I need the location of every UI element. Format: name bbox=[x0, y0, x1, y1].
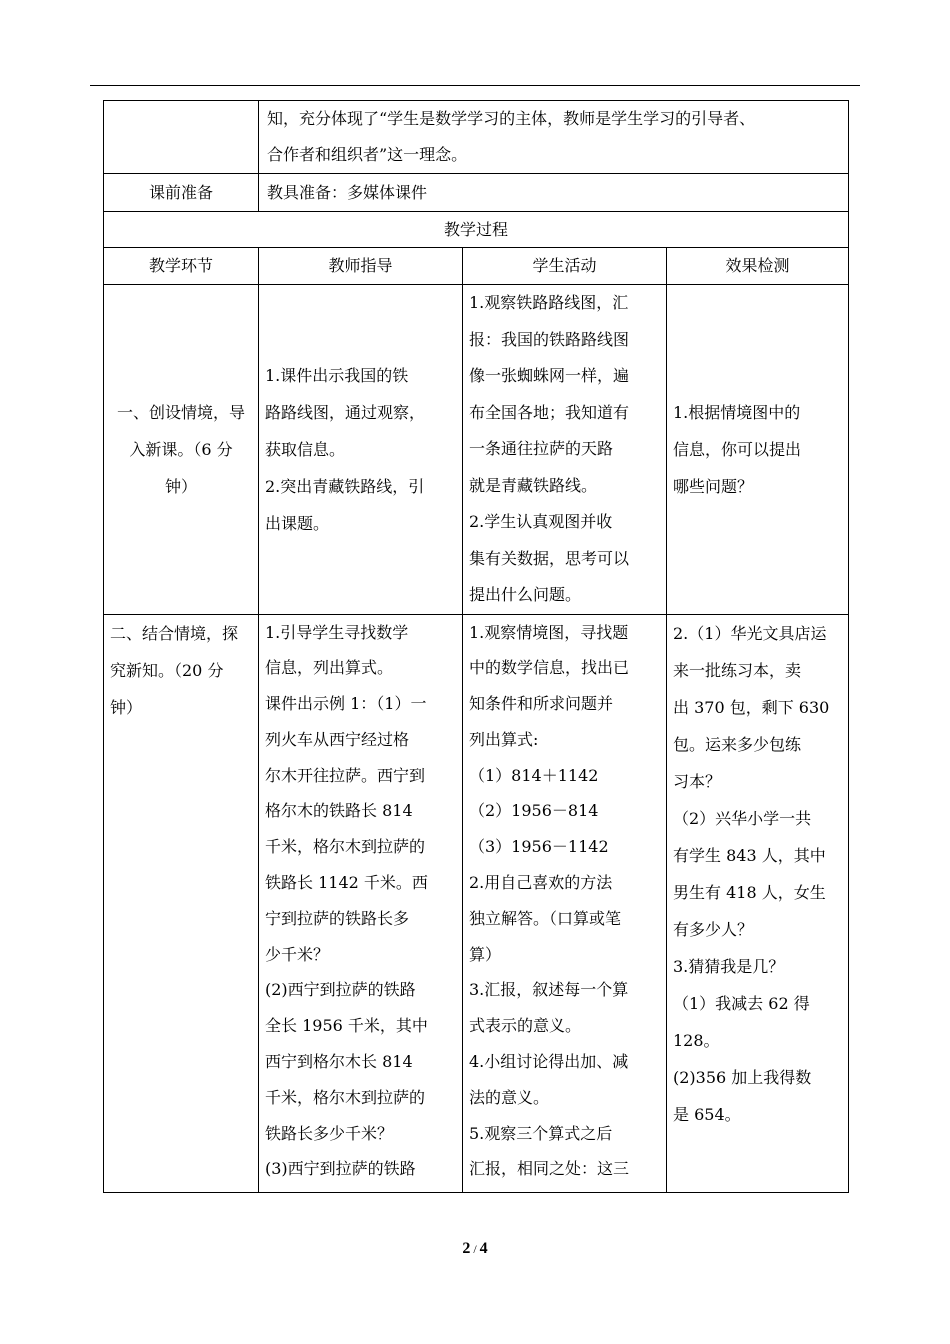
check-cell bbox=[667, 614, 849, 1192]
cell-line: （2）兴华小学一共 bbox=[673, 808, 812, 828]
cell-line: 式表示的意义。 bbox=[469, 1016, 582, 1036]
intro-row bbox=[104, 101, 849, 174]
cell-line: (3)西宁到拉萨的铁路 bbox=[265, 1159, 416, 1179]
cell-line: 习本？ bbox=[673, 771, 722, 791]
cell-line: 路路线图，通过观察， bbox=[265, 402, 426, 422]
cell-line: 课件出示例 1：（1）一 bbox=[265, 694, 427, 714]
cell-line: 2.用自己喜欢的方法 bbox=[469, 873, 613, 893]
cell-line: (2)356 加上我得数 bbox=[673, 1067, 812, 1087]
cell-line: 独立解答。（口算或笔 bbox=[469, 908, 622, 928]
cell-line: 3.汇报，叙述每一个算 bbox=[469, 980, 629, 1000]
cell-line: 究新知。（20 分 bbox=[110, 660, 224, 680]
cell-line: 知条件和所求问题并 bbox=[469, 694, 614, 714]
column-header-check: 效果检测 bbox=[667, 248, 849, 285]
stage-cell bbox=[104, 285, 259, 615]
student-cell bbox=[463, 614, 667, 1192]
process-title-row bbox=[104, 212, 849, 248]
lesson-plan-table bbox=[103, 100, 849, 1193]
cell-line: 二、结合情境，探 bbox=[110, 623, 239, 643]
cell-line: 千米，格尔木到拉萨的 bbox=[265, 1087, 426, 1107]
cell-line: 2.学生认真观图并收 bbox=[469, 512, 613, 531]
column-header-teacher: 教师指导 bbox=[259, 248, 463, 285]
cell-line: 算） bbox=[469, 944, 502, 964]
cell-line: 有多少人？ bbox=[673, 919, 754, 939]
cell-line: 入新课。（6 分 bbox=[129, 439, 233, 459]
cell-line: （1）814＋1142 bbox=[469, 765, 599, 785]
prep-label: 课前准备 bbox=[104, 174, 259, 212]
table-row bbox=[104, 614, 849, 1192]
cell-line: 列出算式: bbox=[469, 729, 539, 749]
cell-line: 信息，你可以提出 bbox=[673, 439, 802, 459]
cell-line: 提出什么问题。 bbox=[469, 585, 582, 604]
page-number bbox=[0, 1240, 950, 1258]
cell-line: 一条通往拉萨的天路 bbox=[469, 439, 614, 458]
check-cell bbox=[667, 285, 849, 615]
cell-line: 1.根据情境图中的 bbox=[673, 402, 801, 422]
cell-line: 2.（1）华光文具店运 bbox=[673, 623, 827, 643]
cell-line: 1.观察情境图，寻找题 bbox=[469, 622, 629, 642]
cell-line: （2）1956－814 bbox=[469, 801, 599, 821]
page-total: 4 bbox=[479, 1240, 488, 1257]
cell-line: 全长 1956 千米，其中 bbox=[265, 1016, 428, 1036]
cell-line: （3）1956－1142 bbox=[469, 837, 609, 857]
cell-line: 一、创设情境，导 bbox=[116, 402, 245, 422]
cell-line: 格尔木的铁路长 814 bbox=[265, 801, 413, 821]
cell-line: 像一张蜘蛛网一样，遍 bbox=[469, 366, 630, 385]
intro-empty-cell bbox=[104, 101, 259, 174]
cell-line: 布全国各地；我知道有 bbox=[469, 402, 630, 422]
column-header-stage: 教学环节 bbox=[104, 248, 259, 285]
cell-line: 西宁到格尔木长 814 bbox=[265, 1052, 413, 1072]
cell-line: 铁路长多少千米？ bbox=[265, 1123, 394, 1143]
cell-line: 集有关数据，思考可以 bbox=[469, 548, 630, 568]
cell-line: 法的意义。 bbox=[469, 1087, 550, 1107]
table-row bbox=[104, 285, 849, 615]
teacher-cell bbox=[259, 614, 463, 1192]
cell-line: 少千米？ bbox=[265, 944, 330, 964]
cell-line: 1.引导学生寻找数学 bbox=[265, 622, 409, 642]
intro-text-cell bbox=[259, 101, 849, 174]
prep-row bbox=[104, 174, 849, 212]
process-title: 教学过程 bbox=[104, 212, 849, 248]
column-header-row bbox=[104, 248, 849, 285]
intro-line-2: 合作者和组织者”这一理念。 bbox=[267, 145, 468, 164]
cell-line: 铁路长 1142 千米。西 bbox=[265, 873, 428, 893]
cell-line: 出 370 包，剩下 630 bbox=[673, 697, 830, 717]
cell-line: 哪些问题？ bbox=[673, 476, 754, 496]
cell-line: (2)西宁到拉萨的铁路 bbox=[265, 980, 416, 1000]
cell-line: 信息，列出算式。 bbox=[265, 658, 394, 678]
page-separator: / bbox=[470, 1242, 480, 1256]
cell-line: 来一批练习本，卖 bbox=[673, 660, 802, 680]
cell-line: 1.观察铁路路线图，汇 bbox=[469, 293, 629, 312]
cell-line: 钟） bbox=[110, 697, 143, 717]
cell-line: 汇报，相同之处：这三 bbox=[469, 1159, 630, 1179]
cell-line: 3.猜猜我是几？ bbox=[673, 956, 785, 976]
cell-line: 4.小组讨论得出加、减 bbox=[469, 1052, 629, 1072]
prep-value: 教具准备：多媒体课件 bbox=[259, 174, 849, 212]
cell-line: 出课题。 bbox=[265, 513, 330, 533]
stage-cell bbox=[104, 614, 259, 1192]
page-current: 2 bbox=[462, 1240, 471, 1257]
cell-line: 就是青藏铁路线。 bbox=[469, 475, 598, 495]
cell-line: 1.课件出示我国的铁 bbox=[265, 365, 409, 385]
cell-line: 128。 bbox=[673, 1030, 720, 1050]
column-header-student: 学生活动 bbox=[463, 248, 667, 285]
cell-line: 有学生 843 人，其中 bbox=[673, 845, 826, 865]
cell-line: 报：我国的铁路路线图 bbox=[469, 329, 630, 349]
cell-line: 包。运来多少包练 bbox=[673, 734, 802, 754]
teacher-cell bbox=[259, 285, 463, 615]
intro-line-1: 知，充分体现了“学生是数学学习的主体，教师是学生学习的引导者、 bbox=[267, 109, 756, 128]
cell-line: 2.突出青藏铁路线，引 bbox=[265, 476, 425, 496]
cell-line: 千米，格尔木到拉萨的 bbox=[265, 837, 426, 857]
header-rule bbox=[90, 85, 860, 86]
cell-line: 钟） bbox=[164, 476, 197, 496]
cell-line: 获取信息。 bbox=[265, 439, 346, 459]
cell-line: 是 654。 bbox=[673, 1104, 741, 1124]
cell-line: 中的数学信息，找出已 bbox=[469, 658, 630, 678]
cell-line: 列火车从西宁经过格 bbox=[265, 729, 410, 749]
cell-line: 尔木开往拉萨。西宁到 bbox=[265, 765, 426, 785]
student-cell bbox=[463, 285, 667, 615]
cell-line: 5.观察三个算式之后 bbox=[469, 1123, 613, 1143]
cell-line: 男生有 418 人，女生 bbox=[673, 882, 826, 902]
cell-line: （1）我减去 62 得 bbox=[673, 993, 810, 1013]
cell-line: 宁到拉萨的铁路长多 bbox=[265, 908, 410, 928]
